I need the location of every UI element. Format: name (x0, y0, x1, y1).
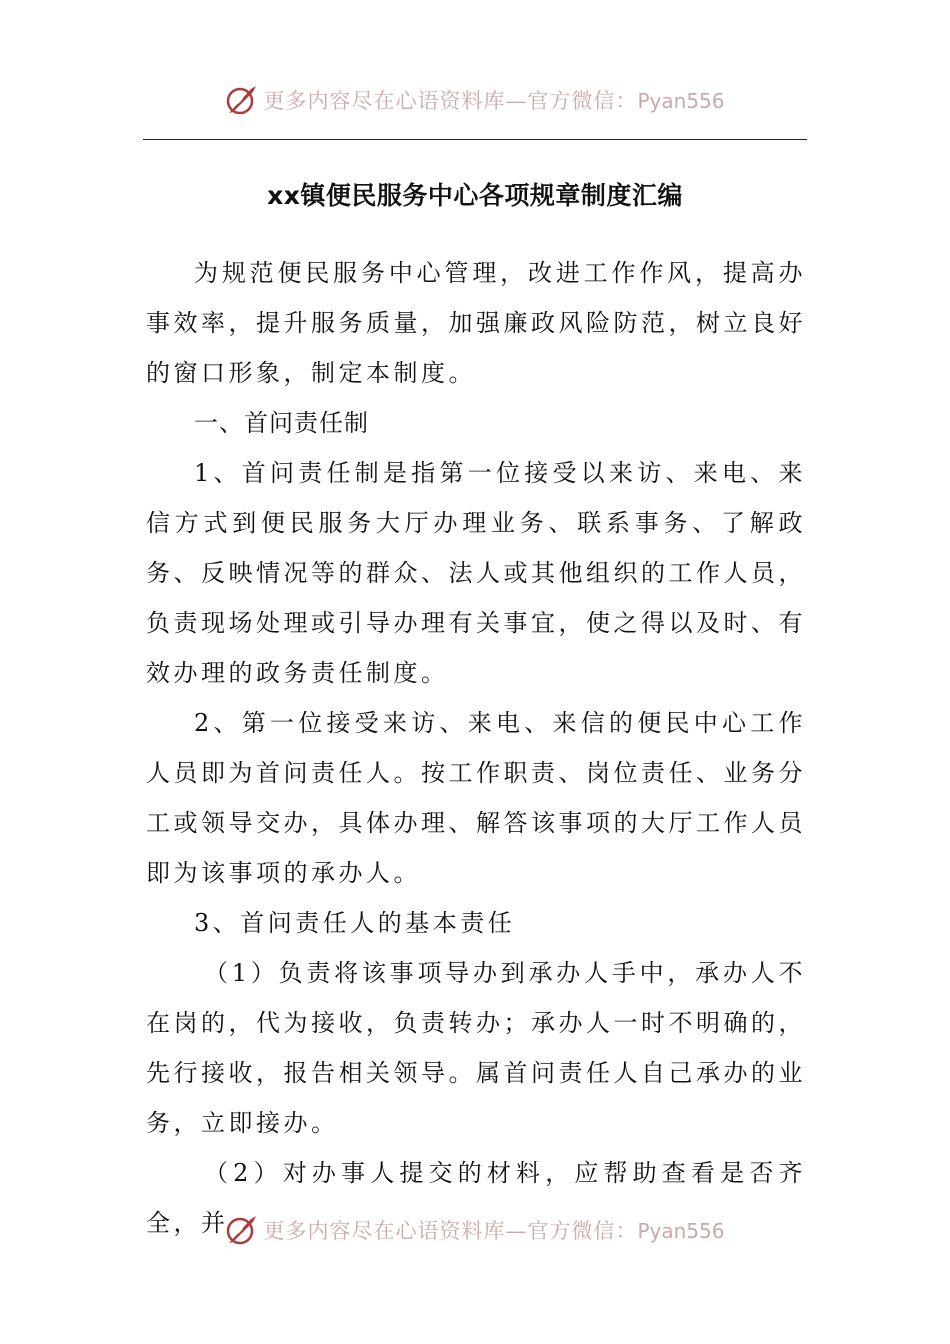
watermark-wechat-id: Pyan556 (637, 89, 725, 113)
watermark-wechat-id: Pyan556 (637, 1219, 725, 1243)
header-rule (143, 139, 807, 140)
quill-pen-in-circle-icon (225, 83, 259, 117)
section-heading: 一、首问责任制 (194, 409, 369, 437)
item-paragraph-1: 1、首问责任制是指第一位接受以来访、来电、来信方式到便民服务大厅办理业务、联系事务、了解政务、反映情况等的群众、法人或其他组织的工作人员，负责现场处理或引导办理有关事宜，使之得以及时、有效办理的政务责任制度。 (146, 459, 806, 687)
intro-paragraph: 为规范便民服务中心管理，改进工作作风，提高办事效率，提升服务质量，加强廉政风险防范，树立良好的窗口形象，制定本制度。 (146, 259, 806, 387)
document-body (146, 248, 806, 1248)
item-paragraph-3: 3、首问责任人的基本责任 (194, 909, 516, 937)
sub-item-paragraph-2: （2）对办事人提交的材料，应帮助查看是否齐全，并 (146, 1159, 806, 1237)
item-paragraph-2: 2、第一位接受来访、来电、来信的便民中心工作人员即为首问责任人。按工作职责、岗位责任、业务分工或领导交办，具体办理、解答该事项的大厅工作人员即为该事项的承办人。 (146, 709, 806, 887)
sub-item-paragraph-1: （1）负责将该事项导办到承办人手中，承办人不在岗的，代为接收，负责转办；承办人一时不明确的，先行接收，报告相关领导。属首问责任人自己承办的业务，立即接办。 (146, 959, 806, 1137)
footer-watermark (0, 1210, 950, 1250)
document-title: xx镇便民服务中心各项规章制度汇编 (267, 181, 683, 210)
header-watermark (0, 80, 950, 120)
quill-pen-in-circle-icon (225, 1213, 259, 1247)
watermark-text: 更多内容尽在心语资料库—官方微信：Pyan556 (263, 1219, 725, 1243)
watermark-text: 更多内容尽在心语资料库—官方微信：Pyan556 (263, 89, 725, 113)
